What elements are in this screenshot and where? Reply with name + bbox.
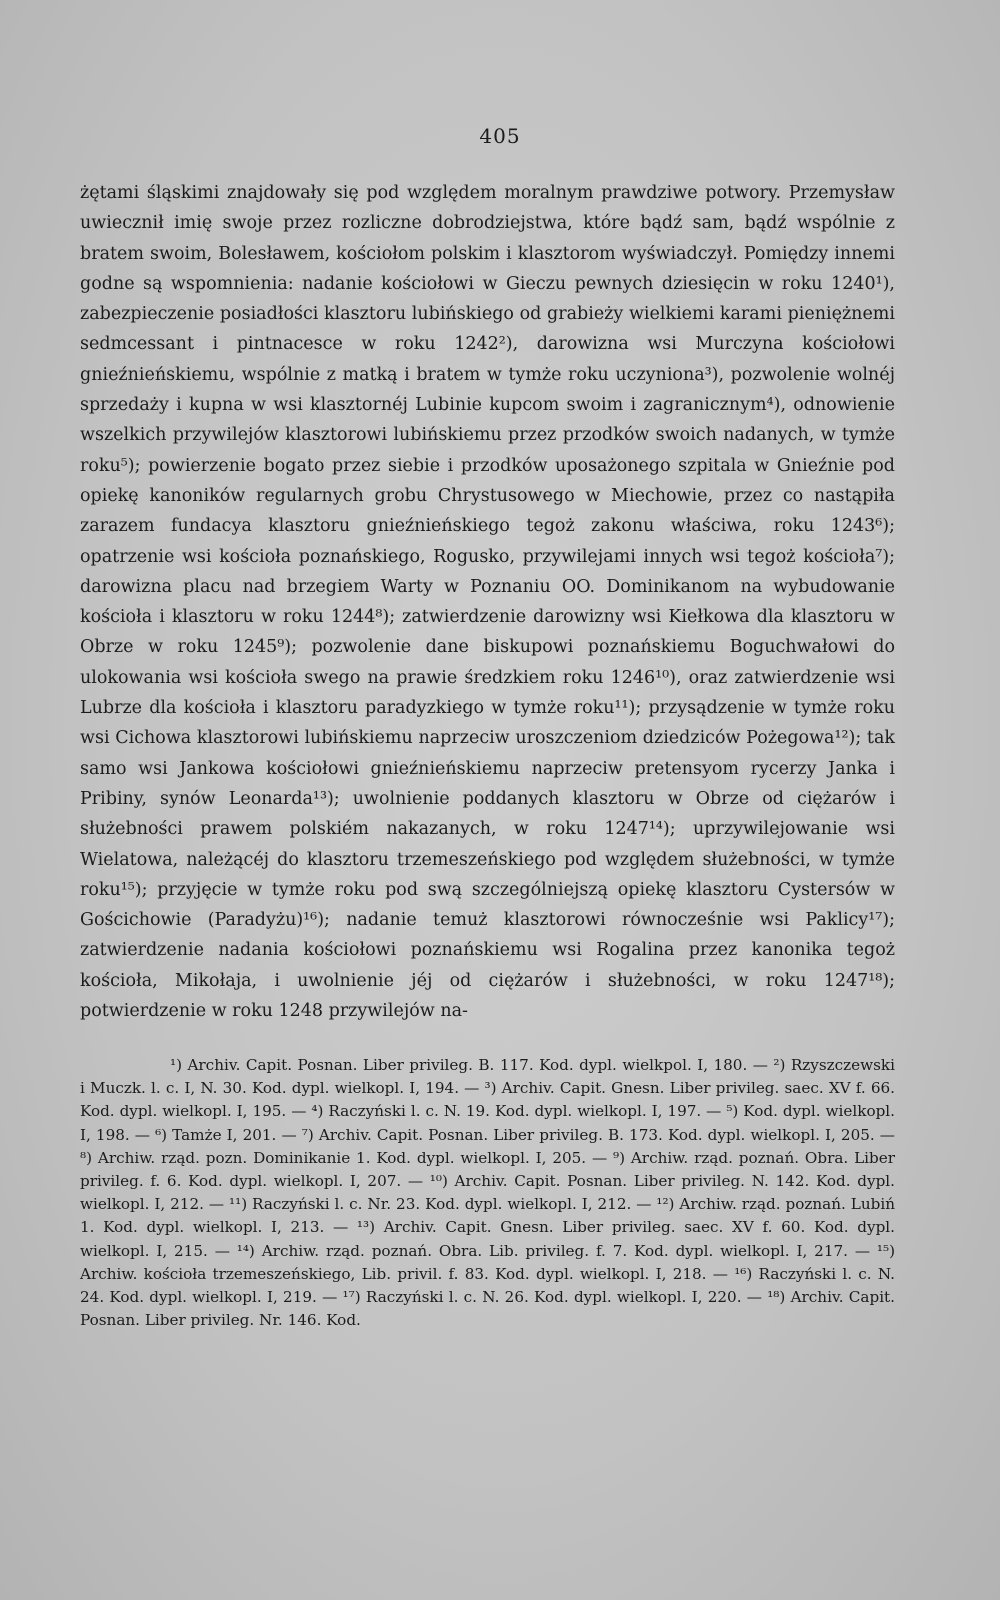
footnotes bbox=[80, 1054, 895, 1332]
footnotes-paragraph: ¹) Archiv. Capit. Posnan. Liber privileg. B. 117. Kod. dypl. wielkpol. I, 180. — ²) Rzyszczewski i Muczk. l. c. I, N. 30. Kod. dypl. wielkopl. I, 194. — ³) Archiv. Capit. Gnesn. Liber privileg. saec. XV f. 66. Kod. dypl. wielkopl. I, 195. — ⁴) Raczyński l. c. N. 19. Kod. dypl. wielkopl. I, 197. — ⁵) Kod. dypl. wielkopl. I, 198. — ⁶) Tamże I, 201. — ⁷) Archiv. Capit. Posnan. Liber privileg. B. 173. Kod. dypl. wielkopl. I, 205. — ⁸) Archiw. rząd. pozn. Dominikanie 1. Kod. dypl. wielkopl. I, 205. — ⁹) Archiw. rząd. poznań. Obra. Liber privileg. f. 6. Kod. dypl. wielkopl. I, 207. — ¹⁰) Archiv. Capit. Posnan. Liber privileg. N. 142. Kod. dypl. wielkopl. I, 212. — ¹¹) Raczyński l. c. Nr. 23. Kod. dypl. wielkopl. I, 212. — ¹²) Archiw. rząd. poznań. Lubiń 1. Kod. dypl. wielkopl. I, 213. — ¹³) Archiv. Capit. Gnesn. Liber privileg. saec. XV f. 60. Kod. dypl. wielkopl. I, 215. — ¹⁴) Archiw. rząd. poznań. Obra. Lib. privileg. f. 7. Kod. dypl. wielkopl. I, 217. — ¹⁵) Archiw. kościoła trzemeszeńskiego, Lib. privil. f. 83. Kod. dypl. wielkopl. I, 218. — ¹⁶) Raczyński l. c. N. 24. Kod. dypl. wielkopl. I, 219. — ¹⁷) Raczyński l. c. N. 26. Kod. dypl. wielkopl. I, 220. — ¹⁸) Archiv. Capit. Posnan. Liber privileg. Nr. 146. Kod. bbox=[80, 1056, 895, 1330]
main-text bbox=[80, 178, 895, 1026]
body-paragraph: żętami śląskimi znajdowały się pod względem moralnym prawdziwe potwory. Przemysław uwiecznił imię swoje przez rozliczne dobrodziejstwa, które bądź sam, bądź wspólnie z bratem swoim, Bolesławem, kościołom polskim i klasztorom wyświadczył. Pomiędzy innemi godne są wspomnienia: nadanie kościołowi w Gieczu pewnych dziesięcin w roku 1240¹), zabezpieczenie posiadłości klasztoru lubińskiego od grabieży wielkiemi karami pieniężnemi sedmcessant i pintnacesce w roku 1242²), darowizna wsi Murczyna kościołowi gnieźnieńskiemu, wspólnie z matką i bratem w tymże roku uczyniona³), pozwolenie wolnéj sprzedaży i kupna w wsi klasztornéj Lubinie kupcom swoim i zagranicznym⁴), odnowienie wszelkich przywilejów klasztorowi lubińskiemu przez przodków swoich nadanych, w tymże roku⁵); powierzenie bogato przez siebie i przodków uposażonego szpitala w Gnieźnie pod opiekę kanoników regularnych grobu Chrystusowego w Miechowie, przez co nastąpiła zarazem fundacya klasztoru gnieźnieńskiego tegoż zakonu właściwa, roku 1243⁶); opatrzenie wsi kościoła poznańskiego, Rogusko, przywilejami innych wsi tegoż kościoła⁷); darowizna placu nad brzegiem Warty w Poznaniu OO. Dominikanom na wybudowanie kościoła i klasztoru w roku 1244⁸); zatwierdzenie darowizny wsi Kiełkowa dla klasztoru w Obrze w roku 1245⁹); pozwolenie dane biskupowi poznańskiemu Boguchwałowi do ulokowania wsi kościoła swego na prawie średzkiem roku 1246¹⁰), oraz zatwierdzenie wsi Lubrze dla kościoła i klasztoru paradyzkiego w tymże roku¹¹); przysądzenie w tymże roku wsi Cichowa klasztorowi lubińskiemu naprzeciw uroszczeniom dziedziców Pożegowa¹²); tak samo wsi Jankowa kościołowi gnieźnieńskiemu naprzeciw pretensyom rycerzy Janka i Pribiny, synów Leonarda¹³); uwolnienie poddanych klasztoru w Obrze od ciężarów i służebności prawem polskiém nakazanych, w roku 1247¹⁴); uprzywilejowanie wsi Wielatowa, należącéj do klasztoru trzemeszeńskiego pod względem służebności, w tymże roku¹⁵); przyjęcie w tymże roku pod swą szczególniejszą opiekę klasztoru Cystersów w Gościchowie (Paradyżu)¹⁶); nadanie temuż klasztorowi równocześnie wsi Paklicy¹⁷); zatwierdzenie nadania kościołowi poznańskiemu wsi Rogalina przez kanonika tegoż kościoła, Mikołaja, i uwolnienie jéj od ciężarów i służebności, w roku 1247¹⁸); potwierdzenie w roku 1248 przywilejów na- bbox=[80, 183, 895, 1022]
page-number: 405 bbox=[479, 124, 521, 148]
